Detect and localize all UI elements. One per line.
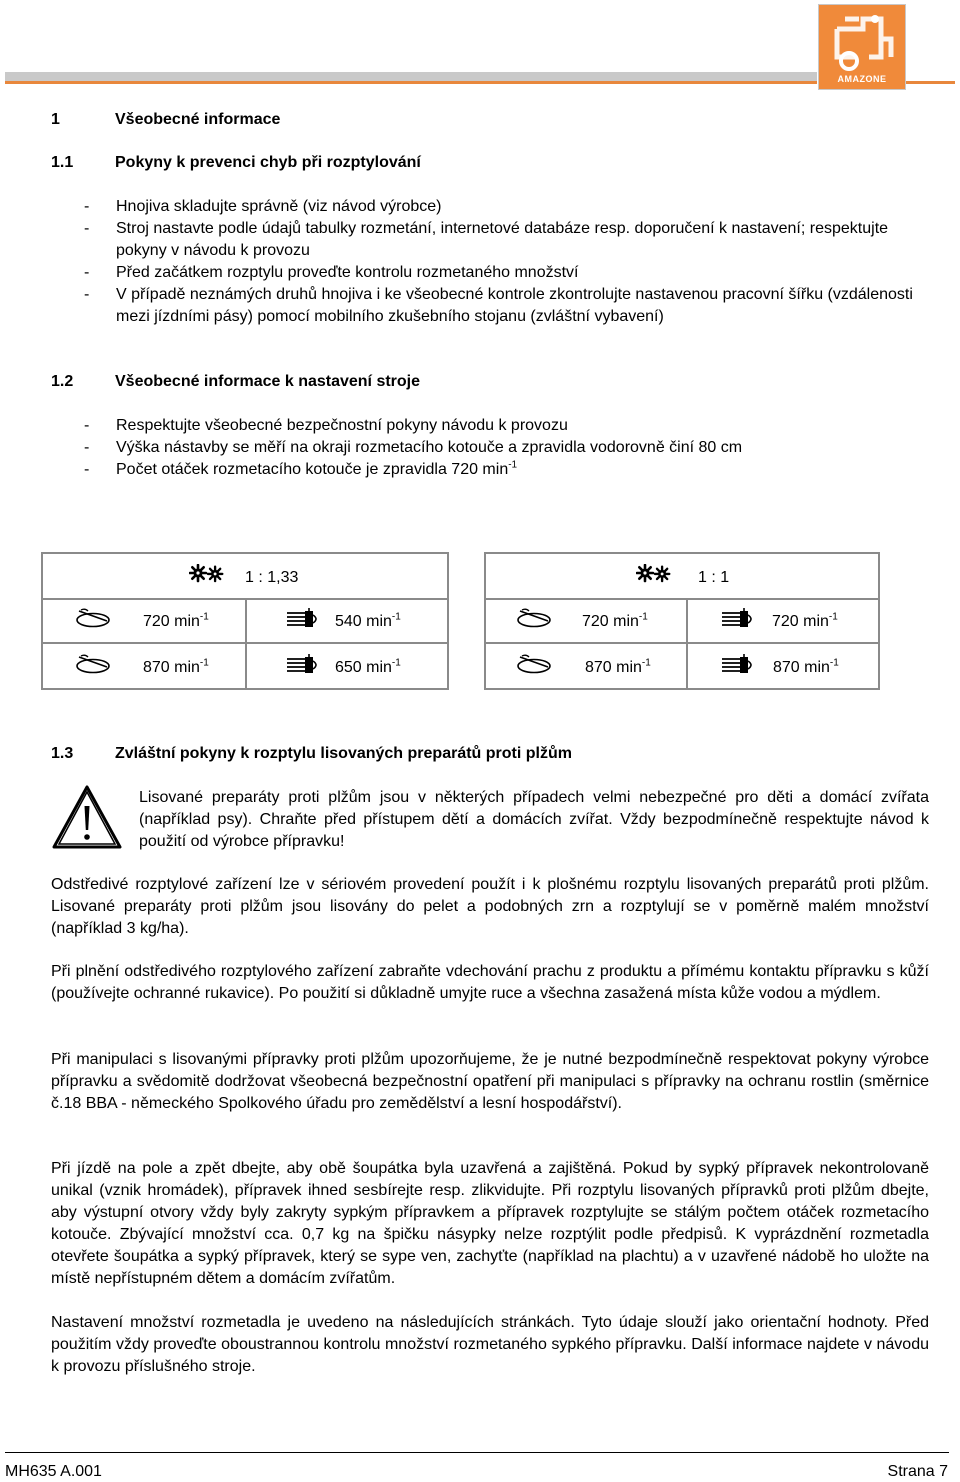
paragraph: Nastavení množství rozmetadla je uvedeno na následujících stránkách. Tyto údaje slouží jako orientační hodnoty. Před použitím vždy proveďte oboustrannou kontrolu množství rozmetaného sypkého přípravku. Další informace najdete v návodu k provozu příslušného stroje. — [51, 1314, 929, 1375]
header-accent-line-right — [905, 81, 955, 84]
pto-shaft-icon — [285, 654, 321, 676]
pto-shaft-icon — [285, 608, 321, 630]
footer-divider — [5, 1452, 949, 1453]
section-1-1-list — [84, 196, 934, 328]
section-title: Zvláštní pokyny k rozptylu lisovaných preparátů proti plžům — [115, 745, 572, 762]
list-item: - Respektujte všeobecné bezpečnostní pokyny návodu k provozu — [84, 417, 568, 434]
header-accent-line — [5, 81, 817, 84]
table-header-row — [43, 554, 447, 600]
document-code: MH635 A.001 — [5, 1463, 102, 1480]
paragraph: Při manipulaci s lisovanými přípravky proti plžům upozorňujeme, že je nutné bezpodmínečně respektovat pokyny výrobce přípravku a svědomitě dodržovat všeobecná bezpečnostní opatření při manipulaci s přípravky na ochranu rostlin (směrnice č.18 BBA - německého Spolkového úřadu pro zemědělství a lesní hospodářství). — [51, 1051, 929, 1112]
list-item: - V případě neznámých druhů hnojiva i ke všeobecné kontrole zkontrolujte nastavenou pracovní šířku (vzdálenosti mezi jízdními pásy) pomocí mobilního zkušebního stojanu (zvláštní vybavení) — [84, 286, 913, 325]
table-row — [486, 644, 878, 688]
gear-ratio: 1 : 1 — [698, 569, 730, 586]
section-number: 1 — [51, 111, 60, 128]
spreader-disc-icon — [75, 608, 111, 630]
page-number: Strana 7 — [887, 1463, 948, 1480]
section-number: 1.3 — [51, 745, 74, 762]
warning-text: Lisované preparáty proti plžům jsou v některých případech velmi nebezpečné pro děti a domácí zvířata (například psy). Chraňte před přístupem dětí a domácích zvířat. Vždy bezpodmínečně respektujte návod k použití od výrobce přípravku! — [139, 789, 929, 850]
section-title: Všeobecné informace k nastavení stroje — [115, 373, 421, 390]
amazone-logo — [818, 4, 906, 90]
gear-icon — [636, 564, 678, 584]
pto-rpm: 540 $\min^{-1}$ — [335, 611, 401, 630]
disc-rpm: 720 $\min^{-1}$ — [582, 611, 648, 630]
list-item: - Hnojiva skladujte správně (viz návod výrobce) — [84, 198, 442, 215]
pto-rpm: 650 $\min^{-1}$ — [335, 657, 401, 676]
list-item: - Stroj nastavte podle údajů tabulky rozmetání, internetové databáze resp. doporučení k nastavení; respektujte pokyny v návodu k provozu — [84, 220, 889, 259]
pto-rpm: 870 $\min^{-1}$ — [773, 657, 839, 676]
header-bar — [5, 72, 817, 81]
pto-shaft-icon — [720, 608, 756, 630]
rpm-table-ratio-1-133 — [41, 552, 449, 690]
rpm-table-ratio-1-1 — [484, 552, 880, 690]
table-row — [486, 598, 878, 644]
gear-ratio: 1 : 1,33 — [245, 569, 299, 586]
section-number: 1.2 — [51, 373, 74, 390]
section-1-2-list — [84, 415, 934, 481]
paragraph: Odstředivé rozptylové zařízení lze v sériovém provedení použít i k plošnému rozptylu lisovaných preparátů proti plžům. Lisované preparáty proti plžům jsou lisovány do pelet a podobných zrn a rozptylují se v poměrně malém množství (například 3 kg/ha). — [51, 876, 929, 937]
spreader-disc-icon — [516, 654, 552, 676]
disc-rpm: 870 $\min^{-1}$ — [585, 657, 651, 676]
list-item: - Výška nástavby se měří na okraji rozmetacího kotouče a zpravidla vodorovně činí 80 cm — [84, 439, 743, 456]
tractor-logo-icon — [819, 9, 905, 75]
disc-rpm: 870 $\min^{-1}$ — [143, 657, 209, 676]
pto-rpm: 720 $\min^{-1}$ — [772, 611, 838, 630]
section-title: Všeobecné informace — [115, 111, 281, 128]
gear-icon — [189, 564, 231, 584]
spreader-disc-icon — [516, 608, 552, 630]
spreader-disc-icon — [75, 654, 111, 676]
pto-shaft-icon — [720, 654, 756, 676]
warning-triangle-icon — [51, 784, 123, 850]
list-item: - Před začátkem rozptylu proveďte kontrolu rozmetaného množství — [84, 264, 579, 281]
section-number: 1.1 — [51, 154, 74, 171]
section-title: Pokyny k prevenci chyb při rozptylování — [115, 154, 421, 171]
paragraph: Při jízdě na pole a zpět dbejte, aby obě šoupátka byla uzavřená a zajištěná. Pokud by sypký přípravek nekontrolovaně unikal (vznik hromádek), přípravek ihned sesbírejte resp. zlikvidujte. Při rozptylu lisovaných přípravků proti plžům dbejte, aby výstupní otvory vždy byly zakryty sypkým přípravkem a přípravek rozptylujte se stálým počtem otáček rozmetacího kotouče. Zbývající množství cca. 0,7 kg na špičku násypky nelze rozptýlit podle předpisů. K vyprázdnění rozmetadla otevřete šoupátka a sypký přípravek, který se sype ven, zachyťte (například na plachtu) a v uzavřené nádobě ho uložte na místě nepřístupném dětem a domácím zvířatům. — [51, 1160, 929, 1287]
table-header-row — [486, 554, 878, 600]
paragraph: Při plnění odstředivého rozptylového zařízení zabraňte vdechování prachu z produktu a přímému kontaktu přípravku s kůží (používejte ochranné rukavice). Po použití si důkladně umyjte ruce a všechna zasažená místa kůže vodou a mýdlem. — [51, 963, 929, 1002]
column-divider — [686, 598, 688, 688]
logo-brand-text: AMAZONE — [837, 74, 887, 84]
disc-rpm: 720 $\min^{-1}$ — [143, 611, 209, 630]
list-item: - Počet otáček rozmetacího kotouče je zpravidla 720 $\min^{-1}$ — [84, 459, 518, 478]
column-divider — [245, 598, 247, 688]
